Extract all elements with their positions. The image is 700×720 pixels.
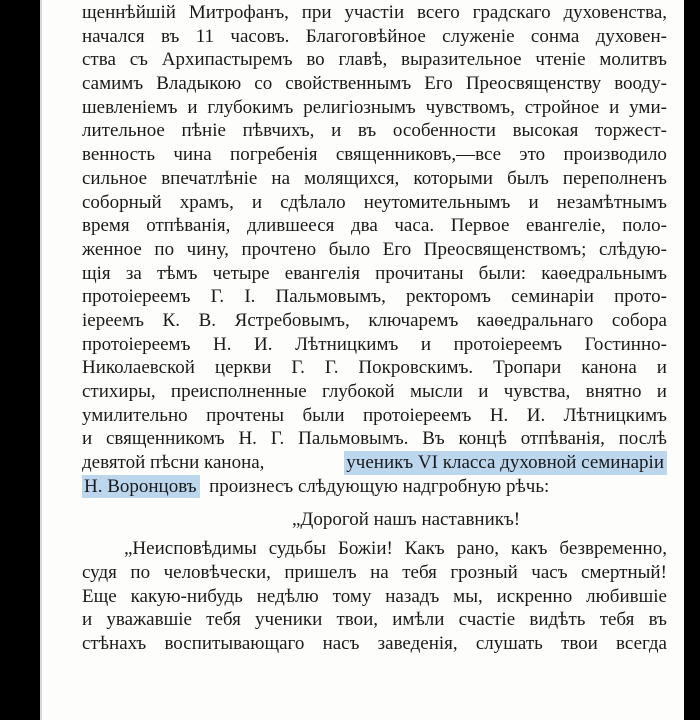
word: чувствомъ, bbox=[425, 96, 515, 118]
word: каѳедральнымъ bbox=[541, 262, 667, 284]
word: всего bbox=[416, 2, 460, 23]
word: два bbox=[350, 215, 378, 237]
word: Г. bbox=[270, 428, 285, 450]
word: шевленіемъ bbox=[82, 96, 178, 118]
selected-text-highlight-2[interactable]: Н. Воронцовъ bbox=[82, 475, 200, 499]
text-line[interactable] bbox=[82, 72, 667, 96]
word: часъ bbox=[531, 561, 568, 583]
word: заведенія, bbox=[377, 632, 458, 654]
word: стройное bbox=[524, 96, 600, 118]
word: протоіереемъ bbox=[453, 333, 563, 355]
word: чина bbox=[173, 144, 212, 166]
word: И. bbox=[254, 333, 273, 355]
word: Архипастыремъ bbox=[161, 49, 293, 71]
word: судя bbox=[82, 561, 117, 583]
speech-heading[interactable]: „Дорогой нашъ наставникъ! bbox=[292, 509, 521, 531]
word: человѣчески, bbox=[163, 561, 271, 583]
word: особенности bbox=[392, 120, 496, 142]
word: слѣдую- bbox=[599, 238, 667, 260]
text-line[interactable] bbox=[82, 119, 667, 143]
scanned-page bbox=[40, 0, 684, 720]
word: женное bbox=[82, 238, 142, 260]
word: тебя bbox=[206, 609, 241, 631]
word: мы, bbox=[453, 585, 483, 607]
word: часовъ. bbox=[230, 25, 290, 47]
word: были: bbox=[478, 262, 527, 284]
text-line[interactable] bbox=[82, 191, 667, 215]
word: и bbox=[656, 357, 667, 379]
word: свойственнымъ bbox=[285, 73, 412, 95]
word: внятно bbox=[585, 381, 642, 402]
word: тому bbox=[332, 585, 372, 607]
word: Лѣтницкимъ bbox=[563, 404, 667, 426]
word: умилительно bbox=[82, 404, 188, 426]
word: и bbox=[251, 191, 263, 213]
word: тебя bbox=[402, 561, 437, 583]
paragraph-2 bbox=[82, 537, 667, 655]
word: концѣ bbox=[458, 428, 507, 450]
word: храмъ, bbox=[179, 191, 234, 213]
word: по bbox=[130, 561, 151, 583]
text-line[interactable] bbox=[82, 427, 667, 451]
word: видѣть bbox=[529, 609, 586, 631]
word: протоіереемъ bbox=[82, 333, 191, 355]
word: щеннѣйшій bbox=[82, 2, 176, 23]
word: Преосвященству bbox=[465, 73, 602, 95]
word: погребенія bbox=[230, 144, 318, 166]
word: стѣнахъ bbox=[82, 632, 147, 654]
word: Николаевской bbox=[82, 357, 195, 379]
word: рано, bbox=[456, 538, 500, 560]
word: тѣмъ bbox=[156, 262, 198, 284]
word: 11 bbox=[195, 25, 215, 47]
word: Владыкою bbox=[156, 73, 242, 95]
word: въ bbox=[161, 25, 180, 47]
word: слушать bbox=[475, 632, 543, 654]
word: назадъ bbox=[385, 585, 440, 607]
word: Г. bbox=[324, 357, 339, 379]
word: производило bbox=[563, 144, 667, 166]
word: твои, bbox=[336, 609, 379, 631]
text-line[interactable] bbox=[82, 309, 667, 333]
word: Его bbox=[382, 238, 412, 260]
text-line-highlight-start[interactable] bbox=[82, 451, 667, 475]
word: уми- bbox=[629, 96, 667, 118]
text-line[interactable] bbox=[82, 380, 667, 404]
word: четыре bbox=[212, 262, 270, 284]
word: и bbox=[609, 96, 620, 118]
word: отпѣванія, bbox=[146, 215, 231, 237]
word: глубокой bbox=[322, 381, 395, 402]
word: прочитаны bbox=[375, 262, 464, 284]
word: часа. bbox=[394, 215, 435, 237]
word: смертный! bbox=[581, 561, 667, 583]
word: чтеніе bbox=[535, 49, 586, 71]
word: воспитывающаго bbox=[164, 632, 305, 654]
word: протоіереемъ bbox=[82, 286, 191, 308]
selected-text-highlight-1[interactable]: ученикъ VI класса духовной семинаріи bbox=[344, 451, 667, 475]
word: каѳедральнаго bbox=[476, 309, 594, 331]
word: насъ bbox=[322, 632, 360, 654]
word: сильное bbox=[82, 167, 148, 189]
word: Преосвященствомъ; bbox=[423, 238, 587, 260]
word: стихиры, bbox=[82, 381, 156, 402]
word: и bbox=[82, 609, 93, 631]
word: и bbox=[187, 96, 198, 118]
text-line[interactable] bbox=[82, 143, 667, 167]
word: участіи bbox=[344, 2, 405, 23]
word: уважавшіе bbox=[106, 609, 192, 631]
text-line[interactable] bbox=[82, 48, 667, 72]
word: во bbox=[306, 49, 325, 71]
text-line[interactable] bbox=[82, 356, 667, 380]
word: Г. bbox=[210, 286, 225, 308]
word: которыми bbox=[413, 167, 493, 189]
word: Въ bbox=[422, 428, 445, 450]
word: соборный bbox=[82, 191, 162, 213]
word: священниковъ,—все bbox=[335, 144, 502, 166]
word: Какъ bbox=[404, 538, 445, 560]
word: незамѣтнымъ bbox=[556, 191, 667, 213]
word: ректоромъ bbox=[406, 286, 491, 308]
word: на bbox=[370, 561, 389, 583]
text-line[interactable] bbox=[82, 585, 667, 609]
word: въ bbox=[357, 120, 377, 142]
word: и bbox=[478, 381, 489, 402]
word: преисполненные bbox=[170, 381, 307, 402]
word: глубокимъ bbox=[207, 96, 294, 118]
word: пришелъ bbox=[284, 561, 357, 583]
word: прочтены bbox=[206, 404, 284, 426]
word: Пальмовымъ. bbox=[298, 428, 409, 450]
line-21-rest[interactable] bbox=[200, 476, 210, 497]
word: это bbox=[519, 144, 546, 166]
word: были bbox=[302, 404, 345, 426]
word: грозный bbox=[450, 561, 518, 583]
word: Божіи! bbox=[337, 538, 393, 560]
word: начался bbox=[82, 25, 145, 47]
word: воодy- bbox=[614, 73, 667, 95]
word: Первое bbox=[450, 215, 510, 237]
line-20-start[interactable]: девятой пѣсни канона, bbox=[82, 452, 265, 474]
word: В. bbox=[198, 309, 217, 331]
word: чувства, bbox=[503, 381, 571, 402]
text-line[interactable] bbox=[82, 25, 667, 49]
word: переполненъ bbox=[562, 167, 667, 189]
word: прото- bbox=[614, 286, 667, 308]
word: длившееся bbox=[246, 215, 335, 237]
word: ства bbox=[82, 49, 116, 71]
text-line[interactable] bbox=[82, 214, 667, 238]
word: Лѣтницкимъ bbox=[295, 333, 399, 355]
word: священникомъ bbox=[105, 428, 225, 450]
word: время bbox=[82, 215, 130, 237]
word: іереемъ bbox=[82, 309, 144, 331]
word: евангелія bbox=[284, 262, 360, 284]
word: неутомительнымъ bbox=[363, 191, 511, 213]
word: Ястребовымъ, bbox=[234, 309, 350, 331]
word: и bbox=[528, 191, 539, 213]
word: „Неисповѣдимы bbox=[124, 538, 257, 560]
word: искренно bbox=[496, 585, 573, 607]
word: религіознымъ bbox=[303, 96, 416, 118]
word: лительное bbox=[82, 120, 165, 142]
word: высокая bbox=[512, 120, 579, 142]
text-line[interactable] bbox=[82, 561, 667, 585]
word: недѣлю bbox=[256, 585, 319, 607]
word: отпѣванія, bbox=[520, 428, 605, 450]
page-edge bbox=[40, 0, 42, 720]
text-line[interactable] bbox=[82, 632, 667, 656]
word: тебя bbox=[599, 609, 635, 631]
word: поло- bbox=[622, 215, 667, 237]
word: Н. bbox=[489, 404, 509, 426]
word: какъ bbox=[511, 538, 548, 560]
word: главѣ, bbox=[338, 49, 388, 71]
word: былъ bbox=[507, 167, 549, 189]
word: служеніе bbox=[442, 25, 515, 47]
text-line[interactable] bbox=[82, 285, 667, 309]
word: семинаріи bbox=[511, 286, 594, 308]
word: церкви bbox=[214, 357, 272, 379]
text-line[interactable] bbox=[82, 262, 667, 286]
word: Г. bbox=[291, 357, 305, 379]
text-line[interactable] bbox=[82, 96, 667, 120]
word: имѣли bbox=[392, 609, 445, 631]
text-line[interactable] bbox=[82, 608, 667, 632]
word: выразительное bbox=[401, 49, 522, 71]
word: сдѣлало bbox=[280, 191, 346, 213]
word: торжест- bbox=[595, 120, 667, 142]
word: Пальмовымъ, bbox=[275, 286, 386, 308]
text-line[interactable] bbox=[82, 1, 667, 25]
text-line[interactable] bbox=[82, 333, 667, 357]
word: духовенства, bbox=[563, 2, 667, 23]
word: щія bbox=[82, 262, 111, 284]
word: канона bbox=[581, 357, 637, 379]
word: всегда bbox=[616, 632, 667, 654]
word: чину, bbox=[186, 238, 229, 260]
word: на bbox=[271, 167, 291, 189]
word: въ bbox=[648, 609, 667, 631]
text-line-highlight-end[interactable] bbox=[82, 475, 667, 499]
word: и bbox=[331, 120, 342, 142]
word: пѣніе bbox=[181, 120, 226, 142]
word: Н. bbox=[212, 333, 232, 355]
word: К. bbox=[162, 309, 180, 331]
word: безвременно, bbox=[559, 538, 667, 560]
word: сонма bbox=[530, 25, 580, 47]
word: духовен- bbox=[595, 25, 667, 47]
paragraph-1 bbox=[82, 1, 667, 451]
word: было bbox=[328, 238, 371, 260]
text-line[interactable] bbox=[82, 404, 667, 428]
word: и bbox=[420, 333, 432, 355]
word: счастіе bbox=[458, 609, 516, 631]
word: по bbox=[154, 238, 175, 260]
word: судьбы bbox=[268, 538, 327, 560]
word: Н. bbox=[238, 428, 257, 450]
word: молитвъ bbox=[599, 49, 667, 71]
word: и bbox=[656, 381, 667, 402]
word: евангеліе, bbox=[525, 215, 606, 237]
word: Благоговѣйное bbox=[305, 25, 426, 47]
word: Его bbox=[424, 73, 453, 95]
word: съ bbox=[129, 49, 148, 71]
word: пѣвчихъ, bbox=[242, 120, 315, 142]
word: самимъ bbox=[82, 73, 144, 95]
word: любившіе bbox=[586, 585, 667, 607]
word: прочтено bbox=[241, 238, 317, 260]
line-21-rest-text[interactable]: произнесъ слѣдующую надгробную рѣчь: bbox=[209, 475, 550, 497]
word: со bbox=[254, 73, 273, 95]
word: мысли bbox=[410, 381, 463, 402]
word: И. bbox=[526, 404, 546, 426]
word: твои bbox=[561, 632, 598, 654]
word: какую-нибудь bbox=[130, 585, 243, 607]
text-line[interactable] bbox=[82, 167, 667, 191]
text-line[interactable] bbox=[82, 537, 667, 561]
word: Гостинно- bbox=[584, 333, 667, 355]
text-line[interactable] bbox=[82, 238, 667, 262]
word: Тропари bbox=[493, 357, 562, 379]
word: Покровскимъ. bbox=[358, 357, 474, 379]
word: и bbox=[82, 428, 93, 450]
word: ключаремъ bbox=[368, 309, 459, 331]
word: при bbox=[301, 2, 332, 23]
word: І. bbox=[244, 286, 256, 308]
word: послѣ bbox=[618, 428, 667, 450]
word: за bbox=[125, 262, 142, 284]
word: собора bbox=[611, 309, 667, 331]
word: Еще bbox=[82, 585, 117, 607]
word: молящихся, bbox=[304, 167, 400, 189]
word: градскаго bbox=[472, 2, 551, 23]
word: протоіереемъ bbox=[362, 404, 472, 426]
word: Митрофанъ, bbox=[188, 2, 289, 23]
word: венность bbox=[82, 144, 156, 166]
document-body bbox=[82, 1, 667, 656]
word: ученики bbox=[255, 609, 323, 631]
word: впечатлѣніе bbox=[161, 167, 258, 189]
